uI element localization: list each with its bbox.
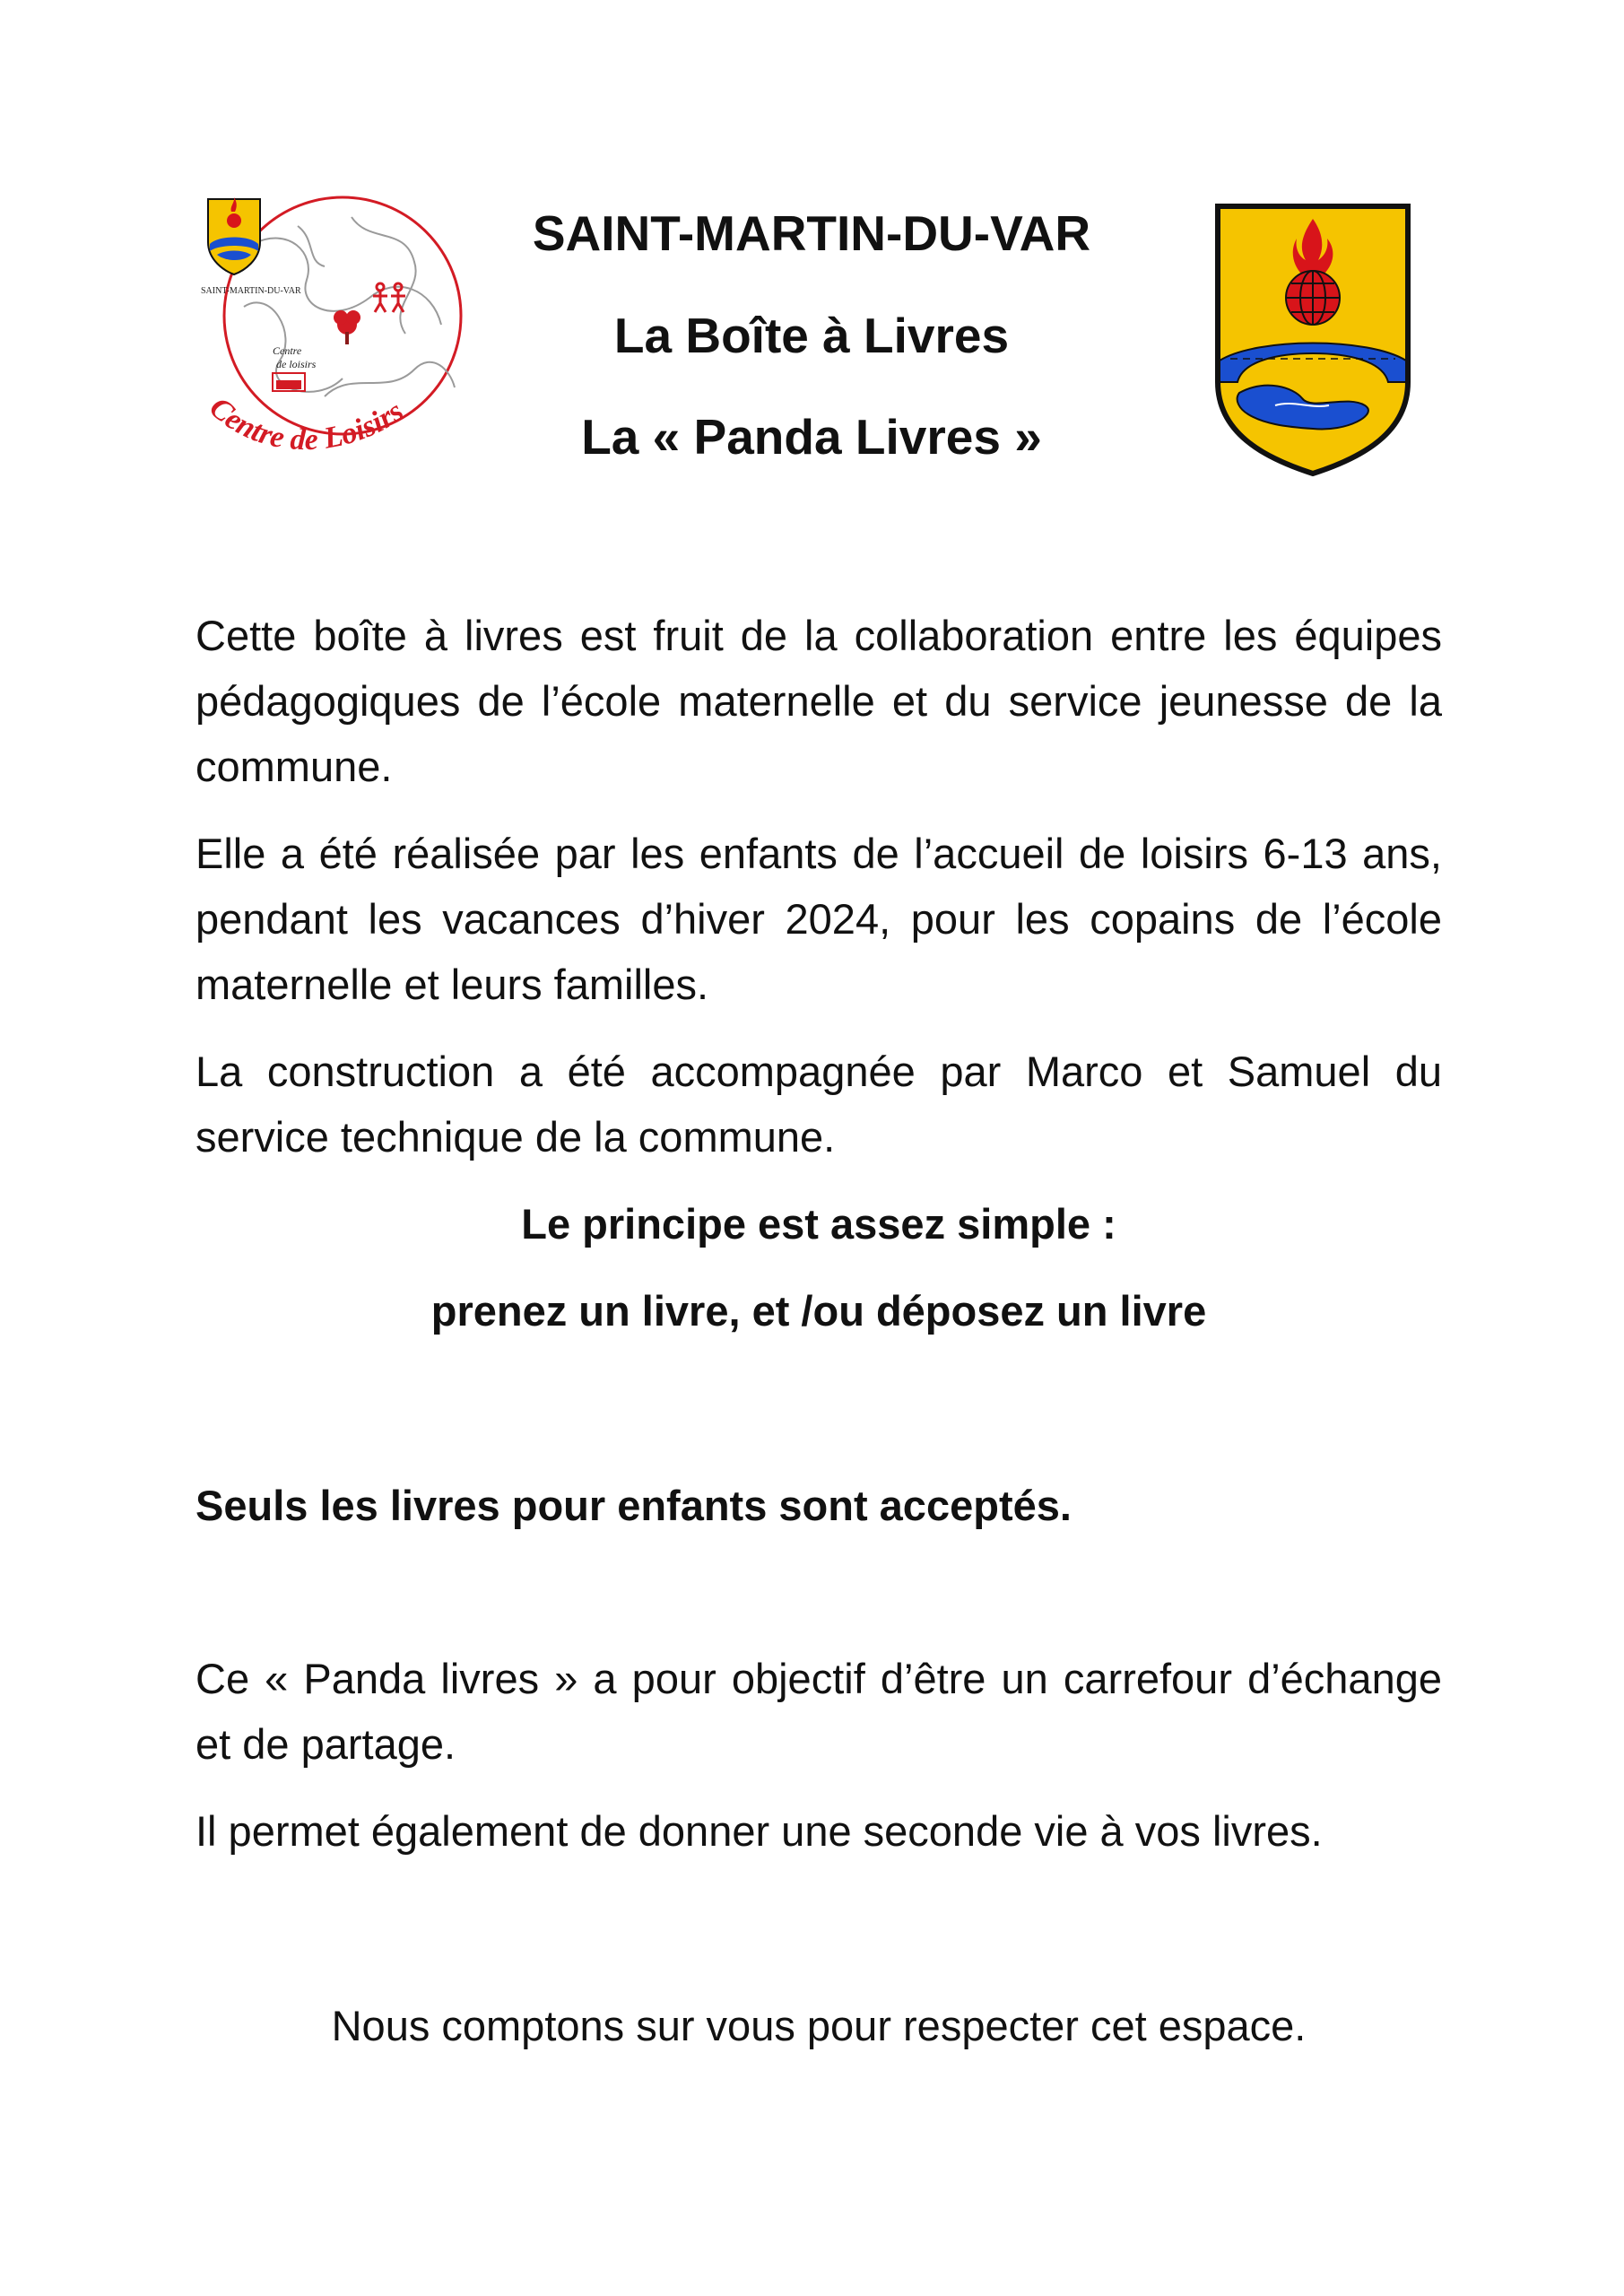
principle-heading: Le principe est assez simple : xyxy=(521,1200,1116,1248)
svg-text:Centre: Centre xyxy=(273,344,302,357)
rule-statement: Seuls les livres pour enfants sont acceptés. xyxy=(195,1482,1072,1529)
mini-crest-icon xyxy=(208,197,260,274)
document-body xyxy=(195,603,1442,2058)
paragraph-objective: Ce « Panda livres » a pour objectif d’être un carrefour d’échange et de partage. xyxy=(195,1655,1442,1768)
principle-instruction: prenez un livre, et /ou déposez un livre xyxy=(430,1287,1207,1335)
closing-statement: Nous comptons sur vous pour respecter cet espace. xyxy=(331,2002,1307,2049)
paragraph-realisation: Elle a été réalisée par les enfants de l’accueil de loisirs 6-13 ans, pendant les vacances d’hiver 2024, pour les copains de l’école maternelle et leurs familles. xyxy=(195,830,1442,1008)
svg-text:SAINT-MARTIN-DU-VAR: SAINT-MARTIN-DU-VAR xyxy=(201,286,301,296)
paragraph-construction: La construction a été accompagnée par Marco et Samuel du service technique de la commune. xyxy=(195,1048,1442,1161)
box-name: La « Panda Livres » xyxy=(581,409,1042,465)
svg-text:de loisirs: de loisirs xyxy=(276,358,317,370)
paragraph-collaboration: Cette boîte à livres est fruit de la collaboration entre les équipes pédagogiques de l’école maternelle et du service jeunesse de la commune. xyxy=(195,612,1442,790)
header xyxy=(413,196,1211,465)
coat-of-arms-icon xyxy=(1212,203,1413,481)
page-subtitle: La Boîte à Livres xyxy=(613,308,1010,363)
town-title: SAINT-MARTIN-DU-VAR xyxy=(532,205,1091,261)
tree-icon xyxy=(334,310,360,344)
svg-text:Centre de Loisirs: Centre de Loisirs xyxy=(203,390,410,457)
paragraph-second-life: Il permet également de donner une seconde vie à vos livres. xyxy=(195,1807,1323,1855)
